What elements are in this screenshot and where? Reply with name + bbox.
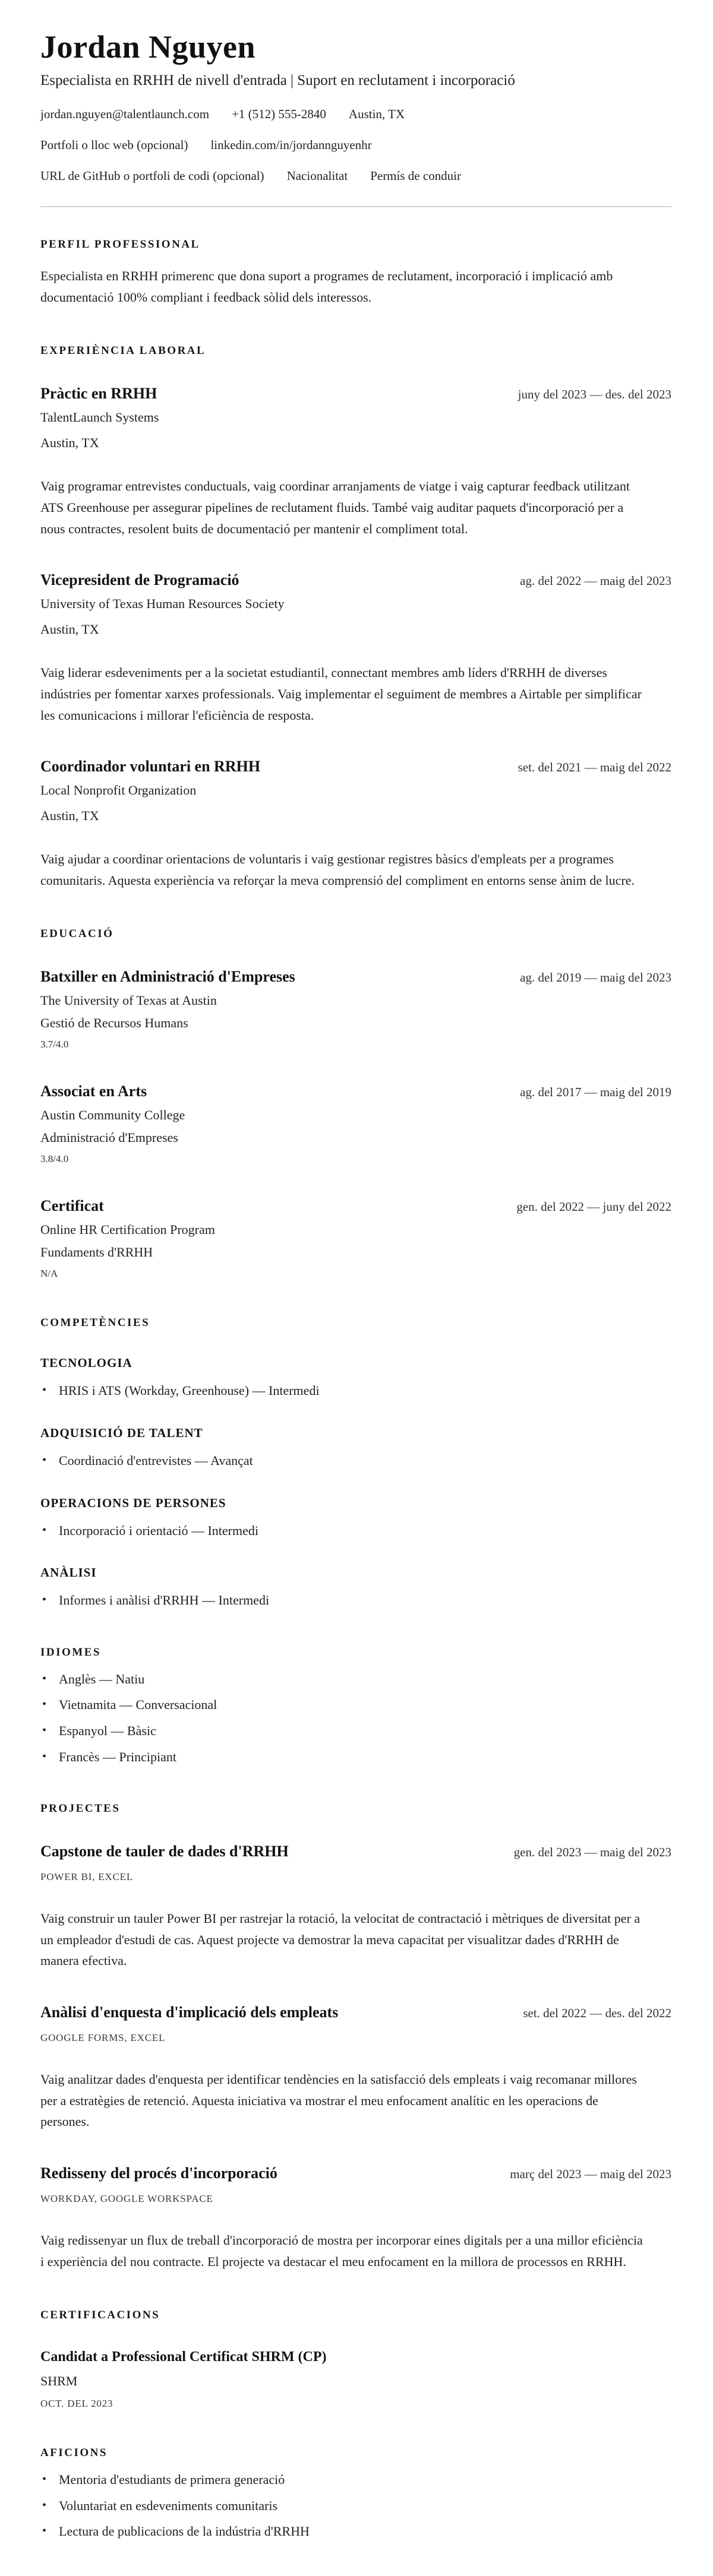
section-label-hobbies: AFICIONS: [40, 2447, 108, 2460]
job-description: Vaig liderar esdeveniments per a la societat estudiantil, connectant membres amb líders d'RRHH de diverses indústries per fomentar xarxes professionals. Vaig implementar el seguiment de membres a Airtable per simplificar les comunicacions i millorar l'eficiència de resposta.: [40, 665, 642, 723]
skill-list: [40, 1523, 671, 1540]
certification-date: OCT. DEL 2023: [40, 2398, 113, 2410]
skill-item: • Incorporació i orientació — Intermedi: [40, 1523, 671, 1540]
section-experience: [40, 344, 671, 891]
certification-title: Candidat a Professional Certificat SHRM (CP): [40, 2349, 327, 2365]
skill-group: [40, 1565, 671, 1609]
contact-row-1: [40, 107, 671, 122]
language-list: [40, 1671, 671, 1765]
education-entry: [40, 1083, 671, 1165]
contact-location: Austin, TX: [348, 107, 405, 122]
section-label-projects: PROJECTES: [40, 1802, 121, 1815]
job-company: Local Nonprofit Organization: [40, 783, 197, 798]
project-description: Vaig analitzar dades d'enquesta per identificar tendències en la satisfacció dels empleats i vaig recomanar millores per a estratègies de retenció. Aquesta iniciativa va mostrar el meu enfocament analític en les operacions de persones.: [40, 2072, 637, 2129]
job-location: Austin, TX: [40, 808, 99, 824]
contact-nationality-placeholder: Nacionalitat: [286, 169, 348, 183]
contact-email: jordan.nguyen@talentlaunch.com: [40, 107, 210, 122]
skill-list: [40, 1592, 671, 1609]
section-label-experience: EXPERIÈNCIA LABORAL: [40, 344, 206, 357]
skill-group-name: TECNOLOGIA: [40, 1356, 132, 1371]
section-label-skills: COMPETÈNCIES: [40, 1317, 150, 1330]
contact-phone: +1 (512) 555-2840: [232, 107, 326, 122]
education-degree: Batxiller en Administració d'Empreses: [40, 968, 295, 986]
education-entry: [40, 1197, 671, 1280]
contact-linkedin: linkedin.com/in/jordannguyenhr: [210, 138, 372, 153]
education-field: Administració d'Empreses: [40, 1130, 178, 1145]
project-title: Redisseny del procés d'incorporació: [40, 2164, 277, 2182]
candidate-name: Jordan Nguyen: [40, 29, 256, 65]
education-degree: Associat en Arts: [40, 1083, 147, 1100]
education-dates: gen. del 2022 — juny del 2022: [516, 1200, 671, 1214]
education-gpa: N/A: [40, 1268, 58, 1280]
hobby-list: [40, 2471, 671, 2540]
section-label-profile: PERFIL PROFESSIONAL: [40, 238, 200, 251]
certification-org: SHRM: [40, 2374, 78, 2389]
skill-item: • Coordinació d'entrevistes — Avançat: [40, 1452, 671, 1470]
language-item: • Anglès — Natiu: [40, 1671, 671, 1688]
job-entry: [40, 758, 671, 891]
section-hobbies: [40, 2447, 671, 2540]
project-tools: WORKDAY, GOOGLE WORKSPACE: [40, 2192, 213, 2204]
job-header: [40, 385, 671, 403]
project-header: [40, 1843, 671, 1860]
project-title: Anàlisi d'enquesta d'implicació dels empleats: [40, 2004, 339, 2021]
contact-portfolio-placeholder: Portfoli o lloc web (opcional): [40, 138, 188, 153]
skill-group-name: ANÀLISI: [40, 1565, 97, 1580]
education-dates: ag. del 2019 — maig del 2023: [520, 970, 671, 985]
skill-item: • Informes i anàlisi d'RRHH — Intermedi: [40, 1592, 671, 1609]
project-tools: POWER BI, EXCEL: [40, 1871, 134, 1883]
project-description: Vaig construir un tauler Power BI per rastrejar la rotació, la velocitat de contractació i mètriques de diversitat per a un empleador d'estudi de cas. Aquest projecte va demostrar la meva capacitat per visualitzar dades d'RRHH de manera efectiva.: [40, 1911, 641, 1969]
section-projects: [40, 1802, 671, 2272]
project-entry: [40, 2004, 671, 2132]
project-header: [40, 2004, 671, 2021]
education-dates: ag. del 2017 — maig del 2019: [520, 1085, 671, 1100]
education-header: [40, 968, 671, 986]
certification-entry: [40, 2349, 671, 2410]
section-label-education: EDUCACIÓ: [40, 928, 114, 941]
education-entry: [40, 968, 671, 1050]
job-company: TalentLaunch Systems: [40, 410, 159, 425]
job-entry: [40, 571, 671, 726]
education-gpa: 3.7/4.0: [40, 1039, 69, 1050]
language-item: • Francès — Principiant: [40, 1749, 671, 1766]
education-school: Online HR Certification Program: [40, 1222, 215, 1238]
section-certifications: [40, 2309, 671, 2410]
job-title: Vicepresident de Programació: [40, 571, 239, 589]
contact-driving-license-placeholder: Permís de conduir: [370, 169, 461, 183]
job-dates: juny del 2023 — des. del 2023: [518, 387, 671, 402]
job-entry: [40, 385, 671, 539]
section-languages: [40, 1646, 671, 1765]
education-school: Austin Community College: [40, 1107, 185, 1123]
hobby-item: • Mentoria d'estudiants de primera generació: [40, 2471, 671, 2489]
job-title: Pràctic en RRHH: [40, 385, 157, 403]
project-dates: març del 2023 — maig del 2023: [510, 2166, 671, 2181]
education-header: [40, 1083, 671, 1100]
hobby-item: • Voluntariat en esdeveniments comunitaris: [40, 2498, 671, 2515]
skill-list: [40, 1382, 671, 1400]
section-label-certifications: CERTIFICACIONS: [40, 2309, 160, 2322]
skill-group: [40, 1356, 671, 1400]
header-divider: [40, 206, 671, 207]
education-field: Gestió de Recursos Humans: [40, 1015, 188, 1031]
language-item: • Vietnamita — Conversacional: [40, 1697, 671, 1714]
contact-row-3: [40, 169, 671, 183]
project-title: Capstone de tauler de dades d'RRHH: [40, 1843, 289, 1860]
job-location: Austin, TX: [40, 435, 99, 451]
job-description: Vaig programar entrevistes conductuals, vaig coordinar arranjaments de viatge i vaig capturar feedback utilitzant ATS Greenhouse per assegurar pipelines de reclutament fluids. També vaig auditar paquets d'incorporació per a nous contractes, resolent buits de documentació per mantenir el compliment total.: [40, 479, 630, 536]
project-dates: set. del 2022 — des. del 2022: [523, 2006, 671, 2021]
section-label-languages: IDIOMES: [40, 1645, 101, 1659]
hobby-item: • Lectura de publicacions de la indústria d'RRHH: [40, 2523, 671, 2540]
education-degree: Certificat: [40, 1197, 104, 1215]
skill-group-name: OPERACIONS DE PERSONES: [40, 1495, 226, 1510]
job-header: [40, 758, 671, 776]
skill-item: • HRIS i ATS (Workday, Greenhouse) — Intermedi: [40, 1382, 671, 1400]
skill-group: [40, 1496, 671, 1540]
job-location: Austin, TX: [40, 622, 99, 637]
contact-github-placeholder: URL de GitHub o portfoli de codi (opcional): [40, 169, 264, 183]
skill-group: [40, 1426, 671, 1470]
job-dates: set. del 2021 — maig del 2022: [518, 760, 671, 775]
job-company: University of Texas Human Resources Society: [40, 596, 285, 612]
section-education: [40, 928, 671, 1280]
project-description: Vaig redissenyar un flux de treball d'incorporació de mostra per incorporar eines digitals per a una millor eficiència i experiència del nou contracte. El projecte va destacar el meu enfocament en la millora de processos en RRHH.: [40, 2232, 643, 2269]
project-dates: gen. del 2023 — maig del 2023: [513, 1845, 671, 1860]
language-item: • Espanyol — Bàsic: [40, 1723, 671, 1740]
job-header: [40, 571, 671, 589]
job-title: Coordinador voluntari en RRHH: [40, 758, 261, 776]
profile-summary: Especialista en RRHH primerenc que dona suport a programes de reclutament, incorporació i implicació amb documentació 100% compliant i feedback sòlid dels interessos.: [40, 268, 613, 305]
project-tools: GOOGLE FORMS, EXCEL: [40, 2032, 166, 2044]
skill-list: [40, 1452, 671, 1470]
job-description: Vaig ajudar a coordinar orientacions de voluntaris i vaig gestionar registres bàsics d'empleats per a programes comunitaris. Aquesta experiència va reforçar la meva comprensió del compliment en entorns sense ànim de lucre.: [40, 852, 635, 888]
education-field: Fundaments d'RRHH: [40, 1245, 153, 1260]
project-header: [40, 2164, 671, 2182]
skill-group-name: ADQUISICIÓ DE TALENT: [40, 1426, 203, 1441]
project-entry: [40, 1843, 671, 1971]
project-entry: [40, 2164, 671, 2272]
education-header: [40, 1197, 671, 1215]
candidate-headline: Especialista en RRHH de nivell d'entrada | Suport en reclutament i incorporació: [40, 72, 515, 89]
section-profile: [40, 238, 671, 308]
education-gpa: 3.8/4.0: [40, 1153, 69, 1165]
job-dates: ag. del 2022 — maig del 2023: [520, 574, 671, 588]
education-school: The University of Texas at Austin: [40, 993, 217, 1008]
resume-header: [40, 26, 671, 207]
section-skills: [40, 1317, 671, 1609]
contact-row-2: [40, 138, 671, 153]
